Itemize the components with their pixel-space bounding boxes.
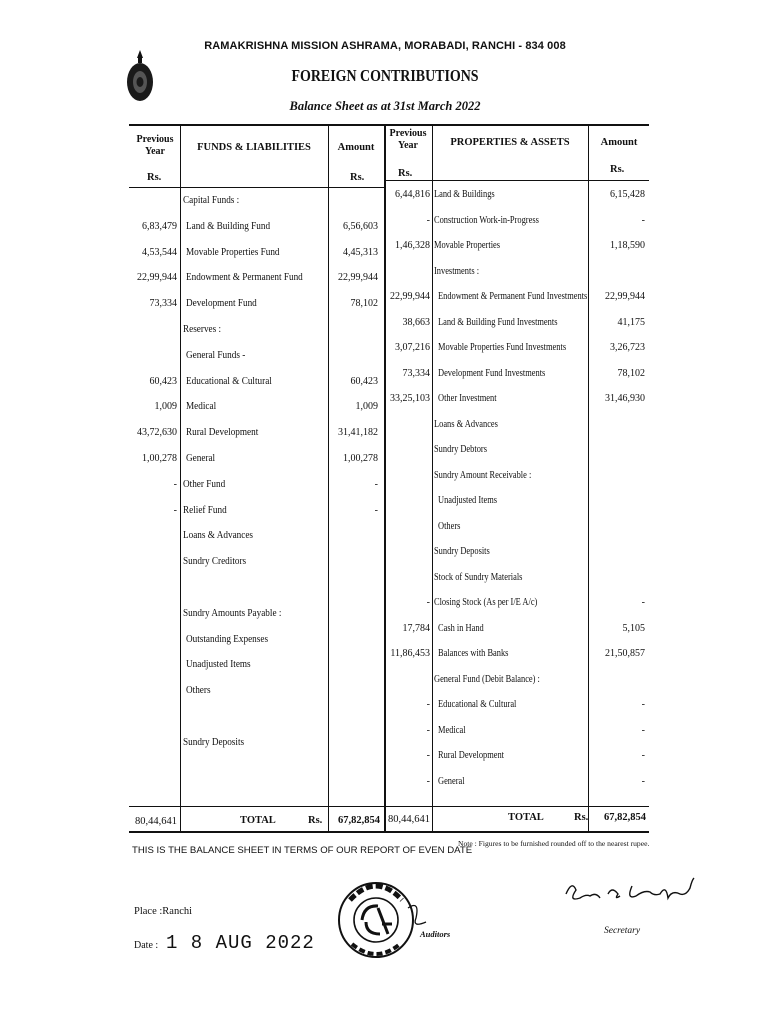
secretary-signature: [560, 872, 710, 912]
liability-amount: -: [374, 504, 378, 516]
asset-prev-year: 3,07,216: [395, 342, 430, 353]
col-header-properties-assets: PROPERTIES & ASSETS: [450, 137, 570, 148]
organization-name: RAMAKRISHNA MISSION ASHRAMA, MORABADI, RANCHI - 834 008: [204, 40, 566, 52]
asset-prev-year: -: [426, 775, 430, 787]
asset-label: Movable Properties Fund Investments: [438, 342, 567, 353]
liability-label: Endowment & Permanent Fund: [186, 272, 303, 284]
liability-label: Unadjusted Items: [186, 659, 251, 671]
header-rule-left: [129, 187, 384, 188]
liability-prev-year: 43,72,630: [137, 427, 177, 439]
asset-label: Balances with Banks: [438, 648, 509, 659]
liability-amount: 31,41,182: [338, 427, 378, 439]
asset-prev-year: 33,25,103: [390, 393, 430, 404]
liability-prev-year: 4,53,544: [142, 246, 177, 258]
liability-label: Medical: [186, 401, 217, 413]
table-top-border: [129, 124, 649, 126]
balance-sheet-statement: THIS IS THE BALANCE SHEET IN TERMS OF OUR REPORT OF EVEN DATE: [132, 845, 473, 856]
asset-amount: -: [641, 597, 645, 608]
col-header-funds-liabilities: FUNDS & LIABILITIES: [197, 142, 311, 153]
liability-prev-year: 73,334: [149, 298, 177, 310]
liability-amount: 78,102: [350, 298, 378, 310]
liability-label: Loans & Advances: [183, 530, 254, 542]
liability-label: Other Fund: [183, 478, 226, 490]
col-header-rs-left: Rs.: [147, 172, 162, 183]
asset-prev-year: 11,86,453: [390, 648, 430, 659]
asset-amount: 5,105: [622, 622, 645, 634]
date-label: Date :: [134, 940, 159, 951]
liability-amount: 6,56,603: [343, 220, 378, 232]
asset-label: Rural Development: [438, 750, 505, 761]
liability-prev-year: -: [173, 478, 177, 490]
asset-amount: -: [641, 750, 645, 761]
col-header-rs-amount-left: Rs.: [350, 172, 365, 183]
col-divider-5: [588, 124, 589, 832]
liability-amount: 1,009: [355, 401, 378, 413]
auditors-label: Auditors: [420, 929, 451, 939]
col-header-rs-amount-right: Rs.: [610, 164, 625, 175]
asset-label: Endowment & Permanent Fund Investments: [438, 291, 588, 302]
asset-label: Cash in Hand: [438, 622, 484, 634]
liability-label: Reserves :: [183, 324, 222, 335]
auditor-stamp: [336, 860, 428, 978]
liability-amount: 4,45,313: [343, 246, 378, 258]
asset-label: Sundry Deposits: [434, 546, 490, 557]
asset-prev-year: 22,99,944: [390, 291, 430, 302]
document-title: FOREIGN CONTRIBUTIONS: [291, 66, 479, 85]
asset-label: Closing Stock (As per I/E A/c): [434, 597, 538, 608]
asset-prev-year: 6,44,816: [395, 189, 430, 200]
asset-label: Unadjusted Items: [438, 495, 498, 506]
liability-prev-year: 6,83,479: [142, 220, 177, 232]
asset-amount: -: [641, 724, 645, 736]
col-divider-1: [180, 124, 181, 832]
liability-prev-year: 22,99,944: [137, 272, 177, 284]
liability-prev-year: -: [173, 504, 177, 516]
asset-label: Educational & Cultural: [438, 699, 517, 710]
liability-label: Sundry Amounts Payable :: [183, 607, 282, 619]
asset-prev-year: -: [426, 699, 430, 710]
asset-prev-year: 73,334: [402, 367, 430, 379]
col-header-amount-left: Amount: [337, 142, 375, 153]
asset-label: Medical: [438, 724, 466, 736]
table-bottom-border: [129, 831, 649, 833]
asset-label: General Fund (Debit Balance) :: [434, 673, 540, 685]
total-prev-left: 80,44,641: [135, 816, 177, 827]
liability-label: Capital Funds :: [183, 195, 240, 206]
total-label-left: TOTAL: [240, 815, 276, 826]
liability-amount: 1,00,278: [343, 453, 378, 464]
liability-amount: -: [374, 478, 378, 490]
asset-label: Land & Building Fund Investments: [438, 316, 558, 328]
total-prev-right: 80,44,641: [388, 814, 430, 825]
place-label: Place :Ranchi: [134, 906, 193, 917]
liability-label: Development Fund: [186, 298, 257, 310]
rounding-note: Note : Figures to be furnished rounded off to the nearest rupee.: [458, 839, 650, 848]
asset-prev-year: 38,663: [402, 316, 430, 328]
asset-prev-year: -: [426, 214, 430, 226]
asset-amount: 1,18,590: [610, 240, 645, 251]
asset-amount: 22,99,944: [605, 291, 645, 302]
asset-prev-year: -: [426, 724, 430, 736]
total-rs-left: Rs.: [308, 815, 323, 826]
liability-label: Movable Properties Fund: [186, 246, 280, 258]
liability-label: Relief Fund: [183, 504, 227, 516]
col-header-rs-right: Rs.: [398, 168, 413, 179]
asset-prev-year: -: [426, 597, 430, 608]
date-value: 1 8 AUG 2022: [166, 932, 315, 954]
liability-prev-year: 60,423: [149, 375, 177, 387]
liability-label: Sundry Creditors: [183, 556, 247, 568]
asset-label: Sundry Debtors: [434, 444, 487, 455]
asset-amount: 6,15,428: [610, 189, 645, 200]
liability-prev-year: 1,009: [154, 401, 177, 413]
col-header-prev-year-right: Previous Year: [389, 128, 427, 151]
asset-label: Construction Work-in-Progress: [434, 214, 539, 226]
asset-amount: 78,102: [617, 367, 645, 379]
document-subtitle: Balance Sheet as at 31st March 2022: [289, 99, 481, 113]
asset-label: Land & Buildings: [434, 189, 495, 200]
asset-label: Stock of Sundry Materials: [434, 571, 523, 583]
liability-label: General Funds -: [186, 349, 246, 361]
asset-label: Other Investment: [438, 393, 497, 404]
total-rule: [129, 806, 649, 807]
asset-amount: -: [641, 699, 645, 710]
liability-label: Rural Development: [186, 427, 259, 439]
asset-prev-year: 1,46,328: [395, 240, 430, 251]
asset-label: Movable Properties: [434, 240, 501, 251]
total-label-right: TOTAL: [508, 812, 544, 823]
liability-label: Outstanding Expenses: [186, 633, 269, 645]
col-header-amount-right: Amount: [600, 137, 638, 148]
total-rs-right: Rs.: [574, 812, 589, 823]
asset-label: Others: [438, 520, 461, 532]
total-amount-right: 67,82,854: [604, 812, 646, 823]
asset-label: Development Fund Investments: [438, 367, 546, 379]
liability-label: General: [186, 453, 216, 464]
col-header-prev-year-left: Previous Year: [136, 134, 174, 157]
liability-prev-year: 1,00,278: [142, 453, 177, 464]
col-divider-4: [432, 124, 433, 832]
asset-label: General: [438, 775, 465, 787]
asset-amount: 31,46,930: [605, 393, 645, 404]
asset-prev-year: -: [426, 750, 430, 761]
asset-prev-year: 17,784: [402, 622, 430, 634]
asset-amount: 21,50,857: [605, 648, 645, 659]
asset-label: Loans & Advances: [434, 418, 498, 430]
asset-amount: -: [641, 775, 645, 787]
liability-label: Others: [186, 685, 211, 697]
liability-amount: 60,423: [350, 375, 378, 387]
asset-amount: -: [641, 214, 645, 226]
asset-label: Sundry Amount Receivable :: [434, 469, 532, 481]
liability-label: Educational & Cultural: [186, 375, 272, 387]
asset-amount: 41,175: [617, 316, 645, 328]
secretary-label: Secretary: [604, 926, 641, 936]
asset-amount: 3,26,723: [610, 342, 645, 353]
total-amount-left: 67,82,854: [338, 815, 380, 826]
col-divider-2: [328, 124, 329, 832]
liability-amount: 22,99,944: [338, 272, 378, 284]
header-rule-right: [384, 180, 649, 181]
asset-label: Investments :: [434, 265, 480, 277]
liability-label: Sundry Deposits: [183, 736, 245, 748]
liability-label: Land & Building Fund: [186, 220, 271, 232]
